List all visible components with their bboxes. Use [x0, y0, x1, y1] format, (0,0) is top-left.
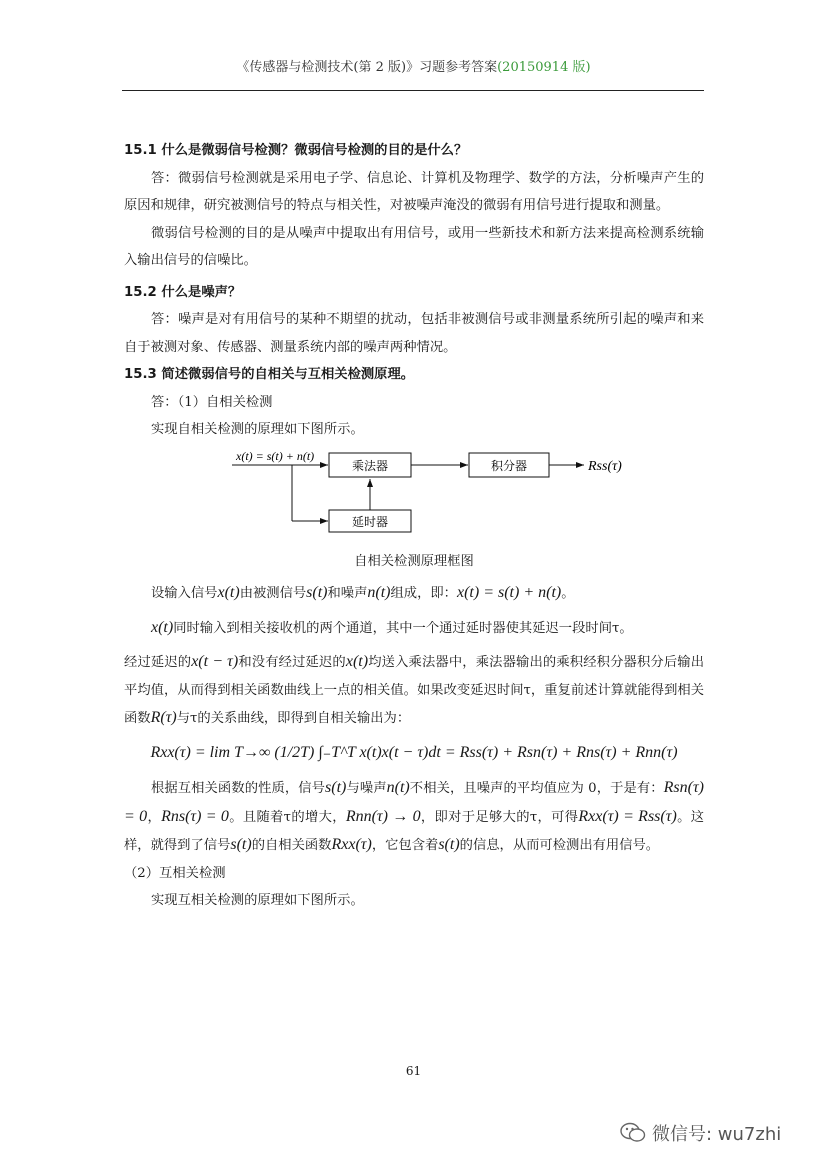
s1a: 设输入信号	[151, 586, 218, 601]
s3d: 均送入乘法器中，乘法器输出的乘积经积分器积分后输出平均值，从而得到相关函数曲线上一点的相关值。如果改变延迟时间τ，重复前述计算就能得到相关函数	[124, 655, 705, 726]
s1d: 组成，即：	[390, 586, 457, 601]
autocorrelation-block-diagram	[124, 446, 704, 546]
s4n: ，它包含着	[371, 838, 439, 853]
s1e: x(t) = s(t) + n(t)	[456, 584, 562, 601]
sym-x: x(t)	[217, 584, 240, 601]
answer-15-1-p2: 微弱信号检测的目的是从噪声中提取出有用信号，或用一些新技术和新方法来提高检测系统输入输出信号的信噪比。	[124, 225, 704, 268]
output-label: Rss(τ)	[588, 458, 622, 474]
sym-n-2: n(t)	[386, 779, 410, 796]
s3a: 经过延迟的	[124, 655, 192, 670]
sym-n: n(t)	[367, 584, 391, 601]
answer-15-1-p1: 答：微弱信号检测就是采用电子学、信息论、计算机及物理学、数学的方法，分析噪声产生的原因和规律，研究被测信号的特点与相关性，对被噪声淹没的微弱有用信号进行提取和测量。	[124, 170, 704, 213]
header-version: (20150914 版)	[497, 60, 591, 75]
text-s2	[124, 614, 704, 643]
s4a: 根据互相关函数的性质，信号	[151, 781, 326, 796]
header-title: 《传感器与检测技术(第 2 版)》习题参考答案	[236, 60, 498, 75]
s4e: ，	[147, 809, 162, 825]
answer-15-3-intro2: 实现互相关检测的原理如下图所示。	[151, 893, 364, 908]
wechat-watermark	[620, 1120, 781, 1149]
wechat-icon	[620, 1122, 646, 1149]
s3f: 与τ的关系曲线，即得到自相关输出为：	[176, 711, 411, 726]
header-rule	[122, 90, 704, 91]
s4o: 的信息，从而可检测出有用信号。	[459, 838, 660, 853]
question-15-1: 15.1 什么是微弱信号检测？微弱信号检测的目的是什么？	[124, 143, 468, 158]
diagram-caption: 自相关检测原理框图	[354, 553, 474, 569]
s4k: 。这样，就得到了信号	[124, 809, 705, 853]
sym-s-2: s(t)	[325, 779, 347, 796]
s3b: x(t − τ)	[191, 653, 239, 670]
input-label: x(t) = s(t) + n(t)	[236, 448, 315, 463]
diagram-svg	[124, 446, 704, 546]
sym-s-3: s(t)	[230, 836, 252, 853]
s4b: 与噪声	[346, 781, 387, 796]
autocorrelation-formula: Rxx(τ) = lim T→∞ (1/2T) ∫₋T^T x(t)x(t − τ)dt = Rss(τ) + Rsn(τ) + Rns(τ) + Rnn(τ)	[150, 743, 678, 761]
s2a: x(t)	[151, 618, 174, 636]
sym-s-4: s(t)	[438, 836, 460, 853]
sym-x-2: x(t)	[345, 653, 369, 670]
s4j: Rxx(τ) = Rss(τ)	[578, 807, 677, 825]
s3e: R(τ)	[150, 709, 177, 726]
s4l: 的自相关函数	[251, 838, 332, 853]
integrator-label: 积分器	[490, 458, 528, 473]
s4f: Rns(τ) = 0	[161, 807, 229, 825]
text-s3	[124, 648, 704, 733]
s4h: Rnn(τ) → 0	[345, 807, 421, 825]
answer-15-2-p1: 答：噪声是对有用信号的某种不期望的扰动，包括非被测信号或非测量系统所引起的噪声和来自于被测对象、传感器、测量系统内部的噪声两种情况。	[124, 312, 704, 355]
text-s1	[124, 579, 704, 608]
s4g: 。且随着τ的增大，	[228, 809, 346, 825]
multiplier-label: 乘法器	[351, 458, 389, 473]
question-15-3: 15.3 简述微弱信号的自相关与互相关检测原理。	[124, 367, 415, 382]
s4i: ，即对于足够大的τ，可得	[420, 809, 579, 825]
delay-label: 延时器	[351, 514, 389, 529]
s4d: Rsn(τ) = 0	[124, 779, 705, 825]
watermark-text: 微信号: wu7zhi	[652, 1124, 782, 1145]
s1f: 。	[561, 586, 575, 601]
s3c: 和没有经过延迟的	[238, 655, 346, 670]
s2b: 同时输入到相关接收机的两个通道，其中一个通过延时器使其延迟一段时间τ。	[173, 620, 633, 636]
page-content	[124, 137, 704, 915]
s4m: Rxx(τ)	[331, 836, 372, 853]
s1b: 由被测信号	[239, 586, 307, 601]
text-s4	[124, 774, 704, 860]
s1c: 和噪声	[327, 586, 368, 601]
answer-15-3-intro: 实现自相关检测的原理如下图所示。	[151, 422, 364, 437]
question-15-2: 15.2 什么是噪声？	[124, 284, 242, 300]
page-header	[0, 56, 827, 75]
answer-15-3-part1: 答：（1）自相关检测	[151, 394, 273, 410]
sym-s: s(t)	[306, 584, 328, 601]
answer-15-3-part2: （2）互相关检测	[124, 865, 226, 881]
s4c: 不相关，且噪声的平均值应为 0，于是有：	[409, 781, 664, 796]
page-number: 61	[405, 1064, 422, 1078]
